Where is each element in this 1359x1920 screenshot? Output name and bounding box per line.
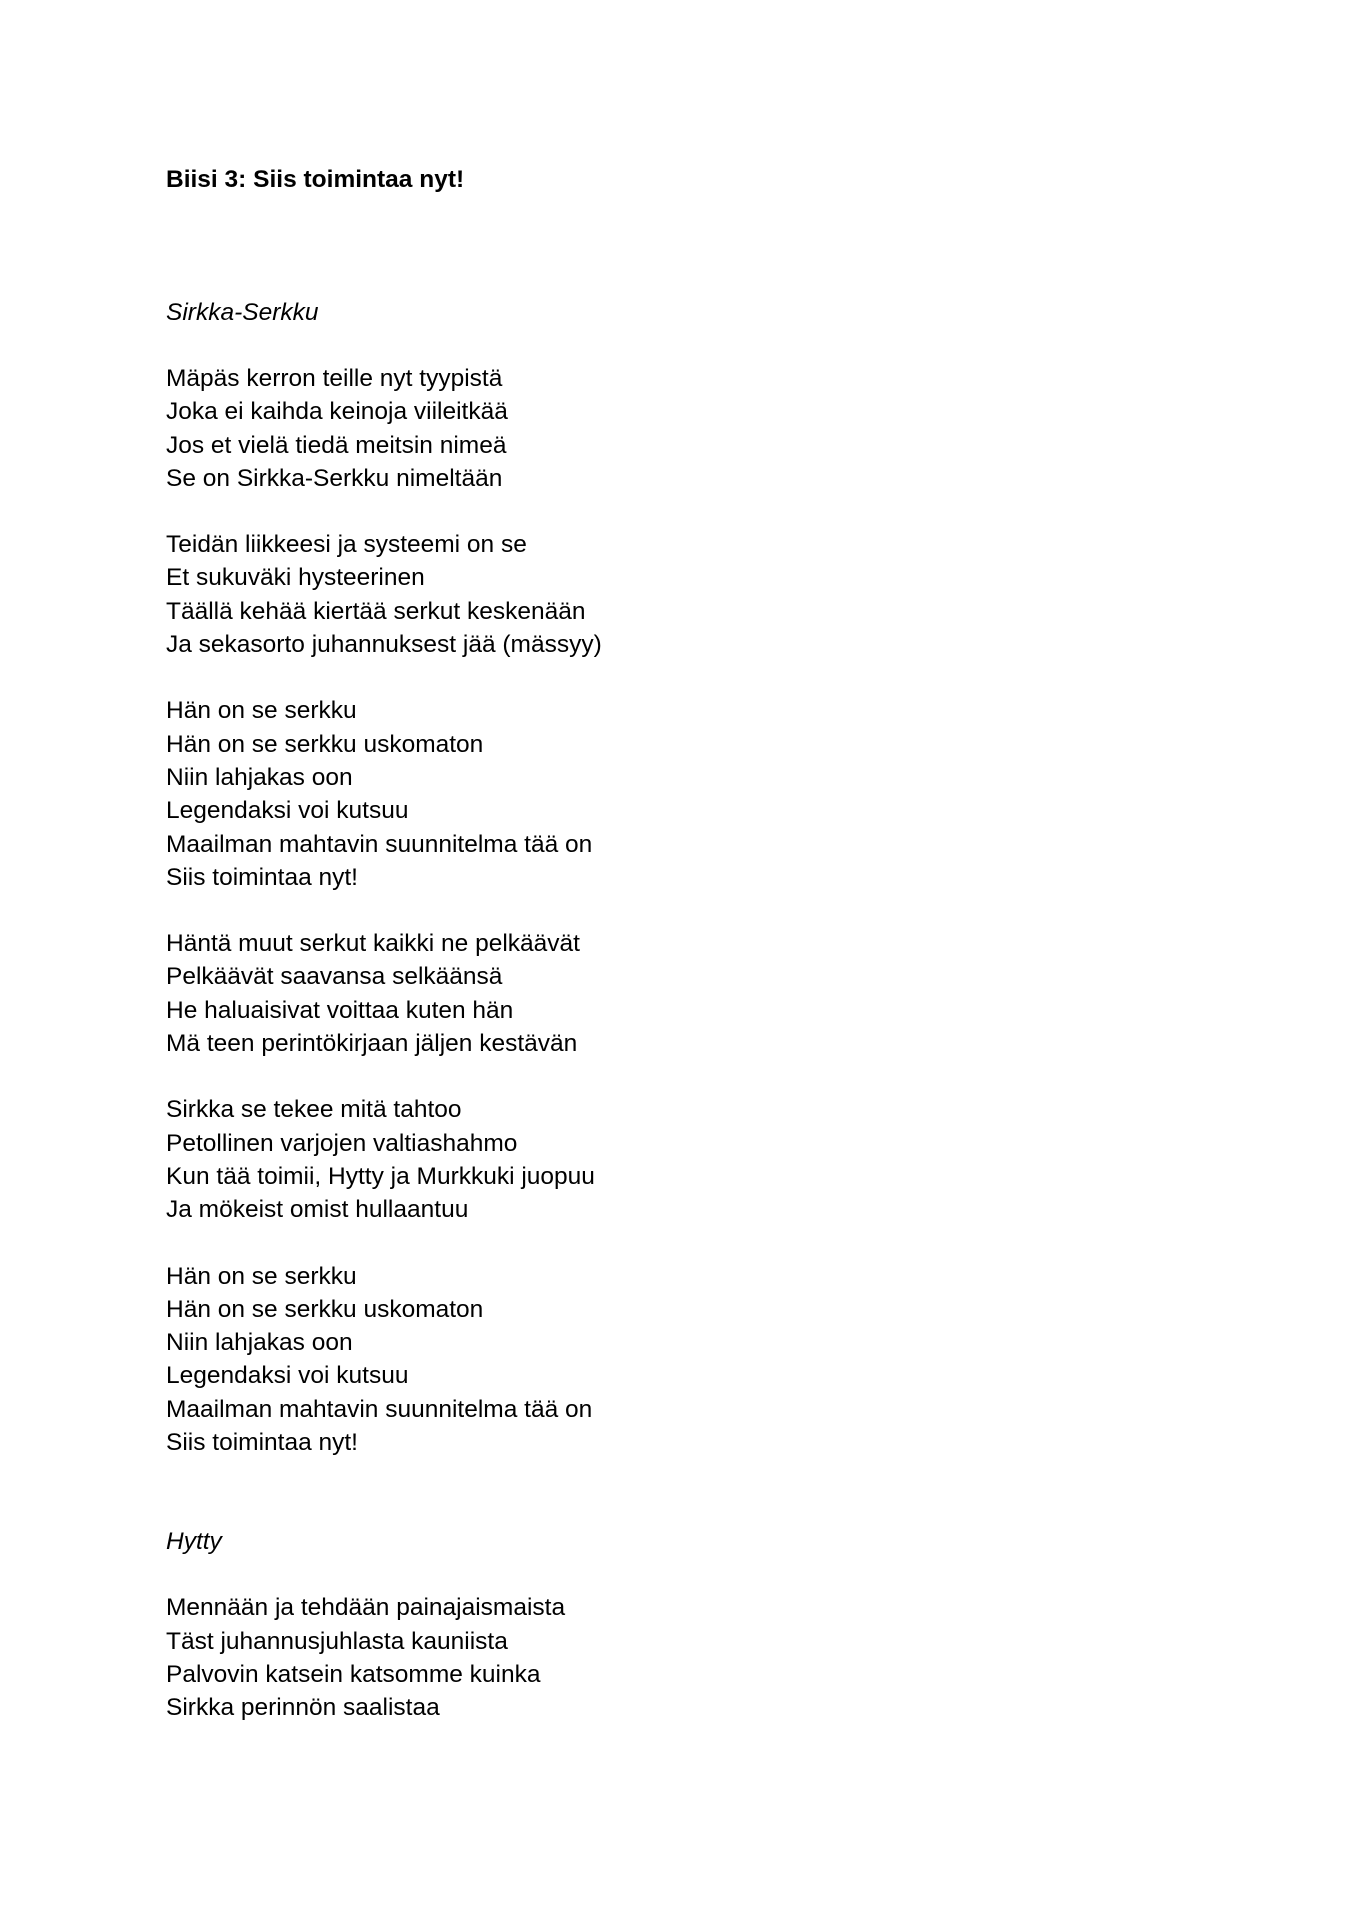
lyric-line: Hän on se serkku uskomaton	[166, 730, 484, 758]
lyrics-content	[166, 163, 1216, 1725]
speaker-name: Hytty	[166, 1528, 222, 1556]
lyric-line: Maailman mahtavin suunnitelma tää on	[166, 830, 593, 858]
lyric-line: Maailman mahtavin suunnitelma tää on	[166, 1395, 593, 1423]
lyric-line: Täällä kehää kiertää serkut keskenään	[166, 597, 586, 625]
lyric-line: Palvovin katsein katsomme kuinka	[166, 1660, 541, 1688]
lyric-line: Sirkka perinnön saalistaa	[166, 1694, 440, 1722]
lyric-line: Niin lahjakas oon	[166, 763, 353, 791]
lyric-line: Hän on se serkku uskomaton	[166, 1295, 484, 1323]
lyric-line: Legendaksi voi kutsuu	[166, 1362, 409, 1390]
lyric-line: Mennään ja tehdään painajaismaista	[166, 1594, 566, 1622]
lyrics-sections	[166, 296, 1216, 1725]
lyric-line: Et sukuväki hysteerinen	[166, 564, 425, 592]
lyric-line: Petollinen varjojen valtiashahmo	[166, 1129, 518, 1157]
lyric-line: Se on Sirkka-Serkku nimeltään	[166, 464, 503, 492]
lyric-line: Mäpäs kerron teille nyt tyypistä	[166, 365, 503, 392]
lyric-line: Täst juhannusjuhlasta kauniista	[166, 1627, 508, 1655]
stanza	[166, 362, 1216, 495]
lyric-line: Legendaksi voi kutsuu	[166, 797, 409, 825]
stanza	[166, 1093, 1216, 1226]
lyric-line: Mä teen perintökirjaan jäljen kestävän	[166, 1030, 578, 1058]
stanza	[166, 694, 1216, 894]
stanza	[166, 1591, 1216, 1724]
lyric-line: Hän on se serkku	[166, 1262, 357, 1290]
stanza	[166, 1260, 1216, 1460]
lyric-line: Siis toimintaa nyt!	[166, 863, 358, 891]
stanza	[166, 528, 1216, 661]
lyric-line: Sirkka se tekee mitä tahtoo	[166, 1096, 462, 1124]
lyric-line: Siis toimintaa nyt!	[166, 1429, 358, 1457]
lyric-line: Ja mökeist omist hullaantuu	[166, 1196, 469, 1224]
lyric-line: Joka ei kaihda keinoja viileitkää	[166, 398, 508, 426]
song-title: Biisi 3: Siis toimintaa nyt!	[166, 166, 465, 193]
lyric-line: Niin lahjakas oon	[166, 1329, 353, 1357]
speaker-name: Sirkka-Serkku	[166, 299, 319, 326]
lyric-line: Häntä muut serkut kaikki ne pelkäävät	[166, 930, 580, 958]
lyric-line: Hän on se serkku	[166, 697, 357, 725]
lyric-line: Pelkäävät saavansa selkäänsä	[166, 963, 503, 991]
lyric-line: Jos et vielä tiedä meitsin nimeä	[166, 431, 507, 459]
lyric-line: Kun tää toimii, Hytty ja Murkkuki juopuu	[166, 1162, 595, 1190]
lyric-line: Teidän liikkeesi ja systeemi on se	[166, 531, 527, 559]
lyric-line: He haluaisivat voittaa kuten hän	[166, 996, 514, 1024]
lyric-line: Ja sekasorto juhannuksest jää (mässyy)	[166, 631, 602, 659]
stanza	[166, 927, 1216, 1060]
